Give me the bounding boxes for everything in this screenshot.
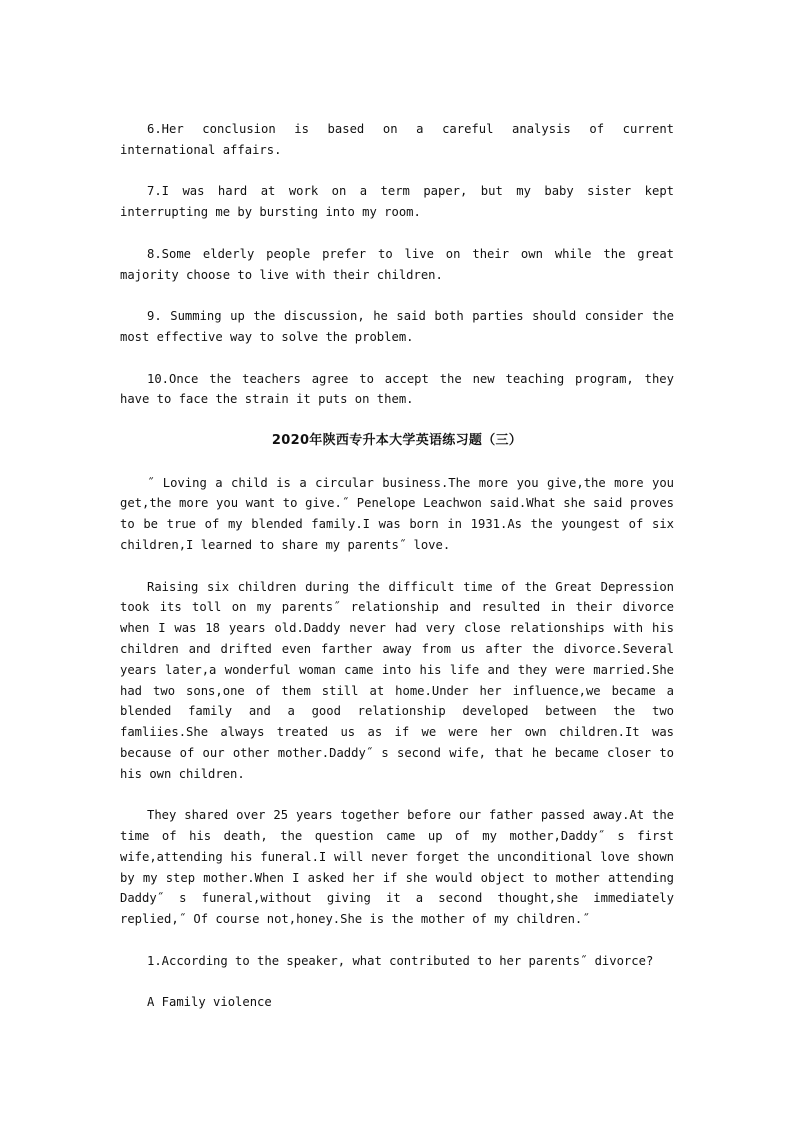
question-1: 1.According to the speaker, what contributed to her parents˝ divorce? bbox=[147, 953, 654, 968]
passage-paragraph-1: ˝ Loving a child is a circular business.The more you give,the more you get,the more you want to give.˝ Penelope Leachwon said.What she said proves to be true of my blended family.I was born in 1931.As the youngest of six children,I learned to share my parents˝ love. bbox=[120, 475, 674, 552]
exercise-sentence-9: 9. Summing up the discussion, he said both parties should consider the most effective way to solve the problem. bbox=[120, 309, 674, 344]
exercise-sentence-10: 10.Once the teachers agree to accept the new teaching program, they have to face the strain it puts on them. bbox=[120, 371, 674, 407]
answer-option-a: A Family violence bbox=[147, 995, 272, 1010]
exercise-sentence-8: 8.Some elderly people prefer to live on their own while the great majority choose to live with their children. bbox=[120, 246, 674, 282]
section-title: 2020年陕西专升本大学英语练习题（三） bbox=[271, 432, 523, 448]
passage-paragraph-2: Raising six children during the difficult time of the Great Depression took its toll on my parents˝ relationship and resulted in their divorce when I was 18 years old.Daddy never had very close relationships with his children and drifted even farther away from us after the divorce.Several years later,a wonderful woman came into his life and they were married.She had two sons,one of them still at home.Under her influence,we became a blended family and a good relationship developed between the two famliies.She always treated us as if we were her own children.It was because of our other mother.Daddy˝ s second wife, that he became closer to his own children. bbox=[120, 579, 674, 781]
exercise-sentence-6: 6.Her conclusion is based on a careful analysis of current international affairs. bbox=[120, 122, 674, 157]
document-page bbox=[120, 119, 674, 1013]
exercise-sentence-7: 7.I was hard at work on a term paper, but my baby sister kept interrupting me by bursting into my room. bbox=[120, 184, 674, 220]
passage-paragraph-3: They shared over 25 years together before our father passed away.At the time of his death, the question came up of my mother,Daddy˝ s first wife,attending his funeral.I will never forget the unconditional love shown by my step mother.When I asked her if she would object to mother attending Daddy˝ s funeral,without giving it a second thought,she immediately replied,˝ Of course not,honey.She is the mother of my children.˝ bbox=[120, 808, 674, 927]
